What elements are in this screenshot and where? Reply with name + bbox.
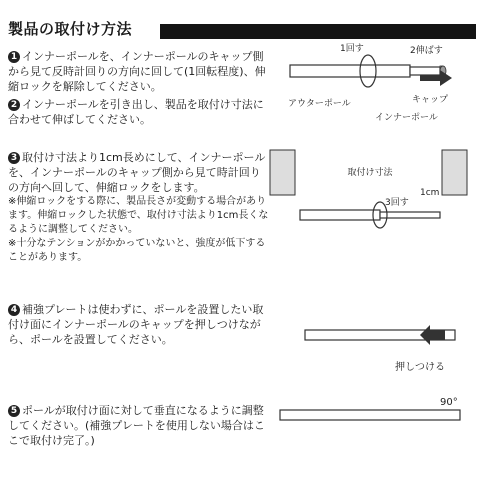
push-label: 押しつける: [395, 362, 445, 373]
step-2: [8, 97, 270, 127]
step-text: ポールが取付け面に対して垂直になるように調整してください。(補強プレートを使用しない場合はここで取付け完了。): [8, 404, 265, 447]
outer-pole-label: アウターポール: [288, 99, 351, 109]
note: ※伸縮ロックをする際に、製品長さが変動する場合があります。伸縮ロックした状態で、取付け寸法より1cm長くなるように調整してください。: [8, 196, 269, 235]
section-header: [0, 10, 480, 40]
svg-text:3回す: [385, 197, 409, 208]
extend-num: 2: [410, 46, 416, 56]
step-1: [8, 49, 270, 94]
wall-left: [270, 150, 295, 195]
figure-perpendicular: [270, 390, 475, 460]
step-text: インナーポールを、インナーポールのキャップ側から見て反時計回りの方向に回して(1回転程度)、伸縮ロックを解除してください。: [8, 50, 266, 93]
svg-text:1回す: [340, 43, 364, 54]
extend-label: 伸ばす: [415, 46, 443, 56]
turn-label: 回す: [345, 44, 364, 54]
dimension-label: 取付け寸法: [347, 168, 393, 178]
turn-num: 1: [340, 44, 346, 54]
title-bar: [160, 24, 476, 39]
inner-pole-label: インナーポール: [375, 113, 438, 123]
figure-length-lock: [270, 150, 475, 240]
extra-length-label: 1cm: [420, 188, 440, 198]
step-text: インナーポールを引き出し、製品を取付け寸法に合わせて伸ばしてください。: [8, 98, 264, 126]
step-text: 取付け寸法より1cm長めにして、インナーポールを、インナーポールのキャップ側から見て時計回りの方向へ回して、伸縮ロックをします。: [8, 151, 266, 194]
cap-label: キャップ: [412, 95, 449, 105]
note: ※十分なテンションがかかっていないと、強度が低下することがあります。: [8, 238, 266, 263]
push-arrow-icon: [420, 325, 445, 345]
figure-unlock-extend: [280, 44, 475, 124]
svg-text:2伸ばす: [410, 44, 443, 56]
step-number: 5: [8, 405, 20, 417]
step-4: [8, 302, 270, 347]
step-3: [8, 150, 270, 265]
step-text: 補強プレートは使わずに、ポールを設置したい取付け面にインナーポールのキャップを押しつけながら、ポールを設置してください。: [8, 303, 264, 346]
pole: [280, 410, 460, 420]
step-number: 4: [8, 304, 20, 316]
angle-label: 90°: [440, 397, 458, 408]
step-number: 1: [8, 51, 20, 63]
wall-right: [442, 150, 467, 195]
pole: [300, 210, 440, 220]
step-5: [8, 403, 270, 448]
turn-num: 3: [385, 198, 391, 208]
step-number: 3: [8, 152, 20, 164]
turn-label: 回す: [390, 198, 409, 208]
section-title: 製品の取付け方法: [8, 20, 133, 38]
step-number: 2: [8, 99, 20, 111]
figure-install: [295, 300, 475, 380]
